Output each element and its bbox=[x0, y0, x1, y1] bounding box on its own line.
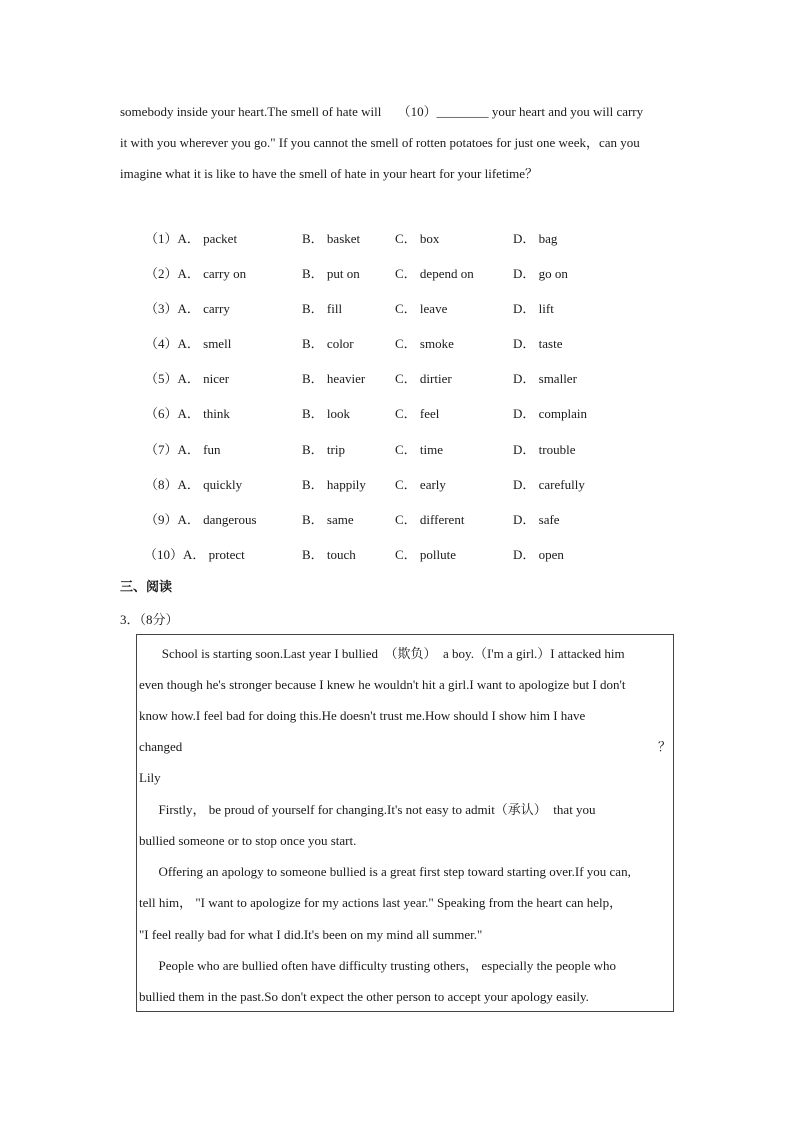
option-d: D． safe bbox=[513, 511, 560, 527]
question-mark: ？ bbox=[657, 739, 671, 754]
passage-line: know how.I feel bad for doing this.He doesn't trust me.How should I show him I have bbox=[139, 708, 586, 723]
option-d: D． go on bbox=[513, 266, 568, 282]
option-a: （3）A． carry bbox=[145, 301, 230, 317]
option-b: B． fill bbox=[302, 301, 343, 317]
option-b: B． put on bbox=[302, 266, 360, 282]
option-d: D． open bbox=[513, 546, 564, 562]
option-c: C． different bbox=[395, 511, 465, 527]
option-c: C． early bbox=[395, 476, 446, 492]
option-c: C． leave bbox=[395, 301, 448, 317]
reading-passage-box bbox=[136, 634, 674, 1012]
option-d: D． bag bbox=[513, 231, 558, 246]
option-a: （6）A． think bbox=[145, 406, 230, 422]
paragraph-line-2: it with you wherever you go." If you cannot the smell of rotten potatoes for just one week，can you bbox=[120, 135, 640, 150]
paragraph-line-3: imagine what it is like to have the smell of hate in your heart for your lifetime？ bbox=[120, 166, 539, 181]
option-b: B． trip bbox=[302, 441, 345, 457]
option-c: C． depend on bbox=[395, 266, 474, 282]
option-c: C． smoke bbox=[395, 336, 454, 352]
passage-signature: Lily bbox=[139, 770, 161, 785]
option-c: C． pollute bbox=[395, 546, 457, 562]
option-d: D． carefully bbox=[513, 476, 585, 492]
paragraph-line-1: somebody inside your heart.The smell of hate will （10）________ your heart and you will carry bbox=[120, 104, 644, 119]
passage-line: Firstly， be proud of yourself for changing.It's not easy to admit（承认） that you bbox=[139, 802, 596, 817]
passage-text: changed bbox=[139, 739, 183, 754]
passage-line: bullied someone or to stop once you start. bbox=[139, 833, 357, 848]
passage-line: Offering an apology to someone bullied is a great first step toward starting over.If you can, bbox=[139, 864, 631, 879]
option-d: D． complain bbox=[513, 406, 588, 422]
passage-line: People who are bullied often have difficulty trusting others， especially the people who bbox=[139, 958, 617, 973]
option-a: （1）A． packet bbox=[145, 231, 238, 246]
option-b: B． heavier bbox=[302, 371, 366, 387]
option-d: D． smaller bbox=[513, 371, 577, 387]
option-c: C． box bbox=[395, 231, 440, 246]
option-a: （10）A． protect bbox=[144, 546, 245, 562]
option-b: B． touch bbox=[302, 546, 356, 562]
option-b: B． look bbox=[302, 406, 351, 422]
option-b: B． same bbox=[302, 511, 354, 527]
section-heading: 三、阅读 bbox=[120, 580, 173, 595]
passage-line: School is starting soon.Last year I bullied （欺负） a boy.（I'm a girl.）I attacked him bbox=[139, 646, 625, 661]
option-a: （5）A． nicer bbox=[145, 371, 230, 387]
option-a: （7）A． fun bbox=[145, 441, 221, 457]
option-b: B． basket bbox=[302, 231, 361, 246]
question-number: 3．（8分） bbox=[120, 612, 179, 627]
option-b: B． color bbox=[302, 336, 354, 352]
passage-line: "I feel really bad for what I did.It's been on my mind all summer." bbox=[139, 927, 483, 942]
passage-line-justified bbox=[139, 737, 671, 757]
passage-line: bullied them in the past.So don't expect the other person to accept your apology easily. bbox=[139, 989, 589, 1004]
option-a: （9）A． dangerous bbox=[145, 511, 257, 527]
option-b: B． happily bbox=[302, 476, 366, 492]
option-a: （8）A． quickly bbox=[145, 476, 243, 492]
option-d: D． lift bbox=[513, 301, 554, 317]
option-c: C． time bbox=[395, 441, 444, 457]
option-d: D． taste bbox=[513, 336, 563, 352]
passage-line: even though he's stronger because I knew he wouldn't hit a girl.I want to apologize but I don't bbox=[139, 677, 626, 692]
passage-line: tell him， "I want to apologize for my actions last year." Speaking from the heart can help， bbox=[139, 895, 623, 910]
option-c: C． feel bbox=[395, 406, 440, 422]
option-c: C． dirtier bbox=[395, 371, 452, 387]
option-a: （4）A． smell bbox=[145, 336, 232, 352]
option-d: D． trouble bbox=[513, 441, 576, 457]
option-a: （2）A． carry on bbox=[145, 266, 247, 282]
